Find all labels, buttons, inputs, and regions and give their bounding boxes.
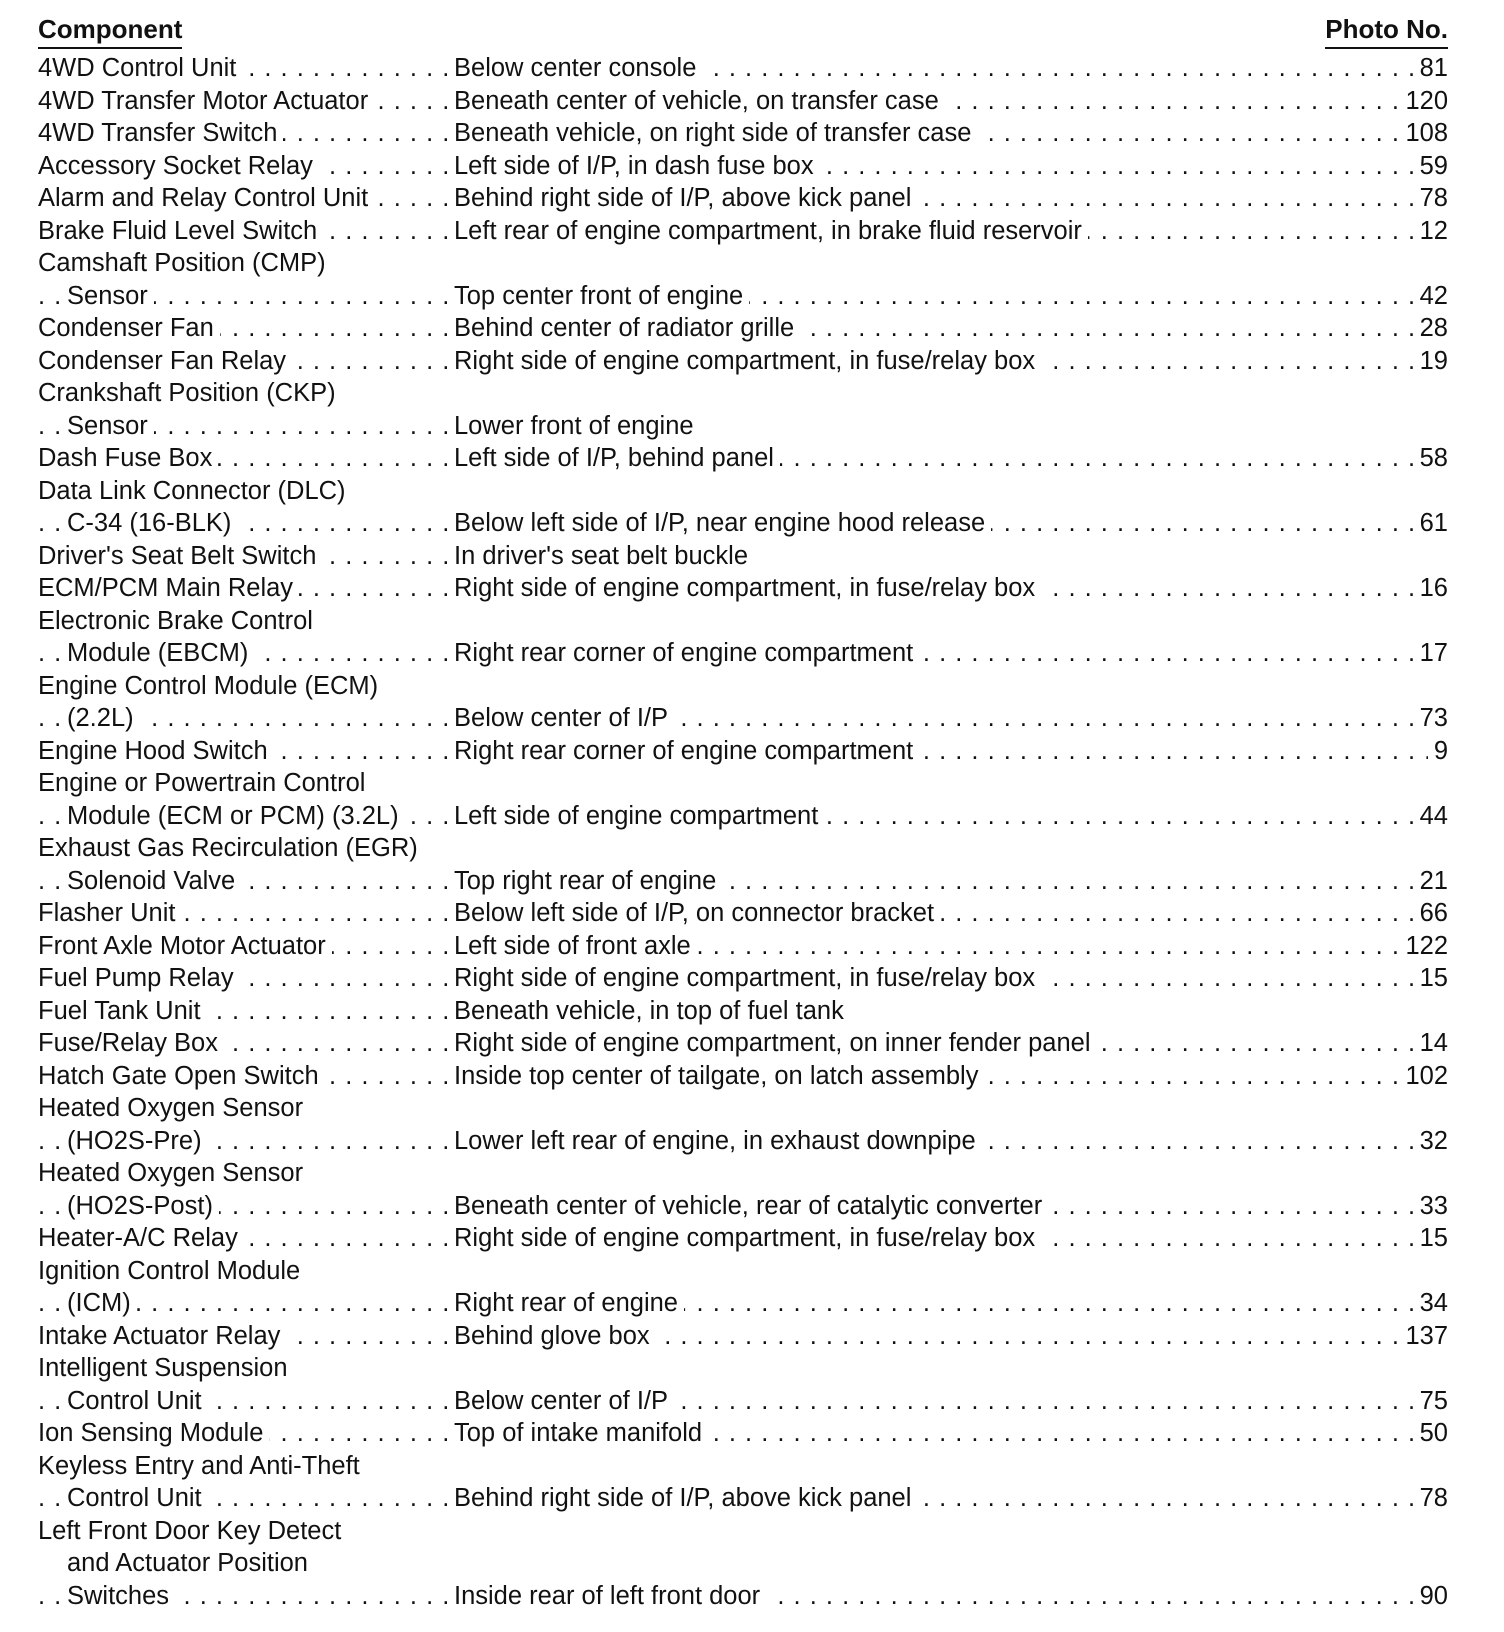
location-text: Inside top center of tailgate, on latch assembly [454, 1062, 984, 1090]
location-cell [454, 637, 1448, 670]
table-row [38, 150, 1448, 183]
component-name-cell [38, 52, 450, 85]
table-row [38, 1450, 1448, 1483]
location-cell [454, 52, 1448, 85]
location-text: Left rear of engine compartment, in brake fluid reservoir [454, 217, 1088, 245]
table-row [38, 182, 1448, 215]
table-row [38, 280, 1448, 313]
location-cell [454, 150, 1448, 183]
table-row [38, 442, 1448, 475]
component-name: 4WD Control Unit [38, 54, 242, 82]
location-cell [454, 117, 1448, 150]
component-name-cell [38, 800, 450, 833]
component-name: Heated Oxygen Sensor [38, 1094, 309, 1122]
location-text: Right side of engine compartment, in fuse/relay box [454, 1224, 1041, 1252]
table-row [38, 1352, 1448, 1385]
photo-number-column-header: Photo No. [1325, 14, 1448, 49]
component-name: Engine or Powertrain Control [38, 769, 371, 797]
component-name: Fuse/Relay Box [38, 1029, 224, 1057]
component-name-cell [38, 475, 450, 508]
component-name-cell [38, 637, 450, 670]
table-row [38, 1482, 1448, 1515]
photo-number: 28 [1414, 312, 1448, 345]
location-cell [454, 800, 1448, 833]
component-name-cell [38, 85, 450, 118]
component-name-cell [38, 735, 450, 768]
location-cell [454, 442, 1448, 475]
component-name-cell [38, 1580, 450, 1613]
table-row [38, 52, 1448, 85]
photo-number: 42 [1414, 280, 1448, 313]
photo-number: 90 [1414, 1580, 1448, 1613]
photo-number: 78 [1414, 182, 1448, 215]
component-name-cell [38, 182, 450, 215]
location-text: Top center front of engine [454, 282, 749, 310]
location-text: Lower left rear of engine, in exhaust downpipe [454, 1127, 982, 1155]
table-row [38, 767, 1448, 800]
photo-number: 21 [1414, 865, 1448, 898]
table-row [38, 215, 1448, 248]
location-text: Right side of engine compartment, on inner fender panel [454, 1029, 1096, 1057]
component-name-cell [38, 1255, 450, 1288]
location-text: Below left side of I/P, on connector bracket [454, 899, 940, 927]
photo-number: 78 [1414, 1482, 1448, 1515]
table-row [38, 572, 1448, 605]
table-row [38, 1060, 1448, 1093]
location-text: Below left side of I/P, near engine hood release [454, 509, 991, 537]
component-name-cell [38, 150, 450, 183]
photo-number: 58 [1414, 442, 1448, 475]
table-row [38, 1515, 1448, 1548]
component-name-cell [38, 605, 450, 638]
location-text: Right side of engine compartment, in fuse/relay box [454, 964, 1041, 992]
photo-number: 122 [1399, 930, 1448, 963]
photo-number: 59 [1414, 150, 1448, 183]
photo-number: 81 [1414, 52, 1448, 85]
component-name-cell [38, 1320, 450, 1353]
component-name: Ion Sensing Module [38, 1419, 269, 1447]
location-text: Beneath center of vehicle, on transfer case [454, 87, 945, 115]
component-column-header: Component [38, 14, 182, 49]
component-name: Dash Fuse Box [38, 444, 218, 472]
location-text: Beneath vehicle, on right side of transfer case [454, 119, 977, 147]
component-name-cell [38, 1125, 450, 1158]
location-text: Below center console [454, 54, 702, 82]
table-row [38, 865, 1448, 898]
photo-number: 14 [1414, 1027, 1448, 1060]
location-cell [454, 962, 1448, 995]
component-name-cell [38, 897, 450, 930]
component-name-cell [38, 1547, 450, 1580]
component-name: Accessory Socket Relay [38, 152, 319, 180]
location-cell [454, 280, 1448, 313]
component-name-cell [38, 995, 450, 1028]
photo-number: 102 [1399, 1060, 1448, 1093]
component-name: Solenoid Valve [67, 867, 241, 895]
component-name: 4WD Transfer Motor Actuator [38, 87, 374, 115]
component-name: Data Link Connector (DLC) [38, 477, 352, 505]
photo-number: 120 [1399, 85, 1448, 118]
component-name: Control Unit [67, 1484, 208, 1512]
component-name-cell [38, 280, 450, 313]
component-name: ECM/PCM Main Relay [38, 574, 299, 602]
photo-number: 50 [1414, 1417, 1448, 1450]
component-name-cell [38, 572, 450, 605]
component-name-cell [38, 1222, 450, 1255]
table-row [38, 605, 1448, 638]
location-cell [454, 345, 1448, 378]
table-row [38, 1157, 1448, 1190]
table-row [38, 312, 1448, 345]
location-cell [454, 1580, 1448, 1613]
location-cell [454, 215, 1448, 248]
location-text: In driver's seat belt buckle [454, 542, 754, 570]
location-text: Behind right side of I/P, above kick panel [454, 1484, 917, 1512]
table-row [38, 377, 1448, 410]
location-cell [454, 702, 1448, 735]
location-text: Left side of engine compartment [454, 802, 824, 830]
table-row [38, 637, 1448, 670]
photo-number: 34 [1414, 1287, 1448, 1320]
location-cell [454, 865, 1448, 898]
table-row [38, 702, 1448, 735]
component-name-cell [38, 1060, 450, 1093]
component-name-cell [38, 670, 450, 703]
component-name-cell [38, 1092, 450, 1125]
photo-number: 19 [1414, 345, 1448, 378]
location-text: Below center of I/P [454, 1387, 674, 1415]
component-name-cell [38, 312, 450, 345]
component-name-cell [38, 345, 450, 378]
component-name: Condenser Fan Relay [38, 347, 292, 375]
location-text: Top of intake manifold [454, 1419, 708, 1447]
component-name: (2.2L) [67, 704, 140, 732]
table-row [38, 345, 1448, 378]
location-cell [454, 1482, 1448, 1515]
photo-number: 15 [1414, 962, 1448, 995]
location-cell [454, 312, 1448, 345]
component-name: Driver's Seat Belt Switch [38, 542, 322, 570]
table-row [38, 1027, 1448, 1060]
component-name: Fuel Tank Unit [38, 997, 207, 1025]
table-row [38, 507, 1448, 540]
photo-number: 17 [1414, 637, 1448, 670]
photo-number: 66 [1414, 897, 1448, 930]
component-name: Left Front Door Key Detect [38, 1517, 347, 1545]
location-text: Left side of I/P, in dash fuse box [454, 152, 820, 180]
table-row [38, 1287, 1448, 1320]
table-row [38, 1255, 1448, 1288]
component-table [38, 52, 1448, 1612]
location-cell [454, 1222, 1448, 1255]
location-text: Right rear corner of engine compartment [454, 639, 919, 667]
component-name: Alarm and Relay Control Unit [38, 184, 374, 212]
component-name: Module (EBCM) [67, 639, 254, 667]
component-name-cell [38, 832, 450, 865]
table-row [38, 1385, 1448, 1418]
location-cell [454, 572, 1448, 605]
photo-number: 12 [1414, 215, 1448, 248]
component-name: Keyless Entry and Anti-Theft [38, 1452, 366, 1480]
photo-number: 33 [1414, 1190, 1448, 1223]
component-name: Ignition Control Module [38, 1257, 306, 1285]
location-text: Behind right side of I/P, above kick panel [454, 184, 917, 212]
table-row [38, 735, 1448, 768]
component-name-cell [38, 1190, 450, 1223]
table-row [38, 85, 1448, 118]
location-text: Inside rear of left front door [454, 1582, 766, 1610]
location-cell [454, 1190, 1448, 1223]
component-name: (HO2S-Post) [67, 1192, 219, 1220]
table-row [38, 1190, 1448, 1223]
location-text: Left side of front axle [454, 932, 697, 960]
location-text: Left side of I/P, behind panel [454, 444, 780, 472]
table-row [38, 247, 1448, 280]
component-name: Control Unit [67, 1387, 208, 1415]
table-row [38, 670, 1448, 703]
table-header [38, 14, 1448, 48]
component-name-cell [38, 442, 450, 475]
component-name: Electronic Brake Control [38, 607, 319, 635]
location-cell [454, 1027, 1448, 1060]
component-name-cell [38, 1287, 450, 1320]
table-row [38, 995, 1448, 1028]
component-name: Sensor [67, 282, 154, 310]
location-cell [454, 1320, 1448, 1353]
photo-number: 44 [1414, 800, 1448, 833]
component-name: Engine Hood Switch [38, 737, 274, 765]
component-name: Fuel Pump Relay [38, 964, 240, 992]
location-text: Behind glove box [454, 1322, 656, 1350]
location-cell [454, 1287, 1448, 1320]
component-name: Camshaft Position (CMP) [38, 249, 332, 277]
component-name: 4WD Transfer Switch [38, 119, 283, 147]
table-row [38, 410, 1448, 443]
component-name: Switches [67, 1582, 175, 1610]
location-cell [454, 995, 1448, 1028]
component-name-cell [38, 247, 450, 280]
table-row [38, 1092, 1448, 1125]
component-name: Brake Fluid Level Switch [38, 217, 323, 245]
location-cell [454, 182, 1448, 215]
location-cell [454, 85, 1448, 118]
component-name-cell [38, 215, 450, 248]
component-name-cell [38, 767, 450, 800]
component-name-cell [38, 410, 450, 443]
location-text: Behind center of radiator grille [454, 314, 800, 342]
location-cell [454, 1060, 1448, 1093]
component-name: Heated Oxygen Sensor [38, 1159, 309, 1187]
photo-number: 32 [1414, 1125, 1448, 1158]
component-name: Intake Actuator Relay [38, 1322, 286, 1350]
location-text: Below center of I/P [454, 704, 674, 732]
component-name: and Actuator Position [67, 1549, 314, 1577]
table-row [38, 1125, 1448, 1158]
table-row [38, 897, 1448, 930]
location-text: Beneath center of vehicle, rear of catalytic converter [454, 1192, 1048, 1220]
table-row [38, 1222, 1448, 1255]
photo-number: 108 [1399, 117, 1448, 150]
component-name: Hatch Gate Open Switch [38, 1062, 325, 1090]
component-name: Engine Control Module (ECM) [38, 672, 384, 700]
location-text: Right rear of engine [454, 1289, 684, 1317]
location-cell [454, 507, 1448, 540]
component-name-cell [38, 1385, 450, 1418]
component-name: Flasher Unit [38, 899, 181, 927]
location-cell [454, 897, 1448, 930]
component-name-cell [38, 930, 450, 963]
table-row [38, 962, 1448, 995]
table-row [38, 475, 1448, 508]
component-name-cell [38, 1515, 450, 1548]
table-row [38, 117, 1448, 150]
table-row [38, 1417, 1448, 1450]
location-cell [454, 1417, 1448, 1450]
component-name: Module (ECM or PCM) (3.2L) [67, 802, 405, 830]
table-row [38, 1580, 1448, 1613]
component-name-cell [38, 540, 450, 573]
photo-number: 75 [1414, 1385, 1448, 1418]
component-name-cell [38, 1157, 450, 1190]
location-text: Right rear corner of engine compartment [454, 737, 919, 765]
table-row [38, 930, 1448, 963]
component-name: Sensor [67, 412, 154, 440]
component-name-cell [38, 1482, 450, 1515]
location-text: Right side of engine compartment, in fuse/relay box [454, 574, 1041, 602]
photo-number: 137 [1399, 1320, 1448, 1353]
table-row [38, 1320, 1448, 1353]
component-name: Crankshaft Position (CKP) [38, 379, 342, 407]
component-name-cell [38, 1417, 450, 1450]
component-name-cell [38, 1027, 450, 1060]
component-name-cell [38, 702, 450, 735]
component-name-cell [38, 962, 450, 995]
component-name: Intelligent Suspension [38, 1354, 294, 1382]
location-cell [454, 1385, 1448, 1418]
photo-number: 61 [1414, 507, 1448, 540]
component-name-cell [38, 507, 450, 540]
photo-number: 15 [1414, 1222, 1448, 1255]
table-row [38, 800, 1448, 833]
location-text: Top right rear of engine [454, 867, 722, 895]
component-name: (HO2S-Pre) [67, 1127, 208, 1155]
table-row [38, 832, 1448, 865]
component-name: C-34 (16-BLK) [67, 509, 237, 537]
location-text: Beneath vehicle, in top of fuel tank [454, 997, 850, 1025]
component-name: Exhaust Gas Recirculation (EGR) [38, 834, 424, 862]
component-name: Heater-A/C Relay [38, 1224, 244, 1252]
location-cell [454, 410, 1448, 443]
component-name: Front Axle Motor Actuator [38, 932, 332, 960]
component-name: (ICM) [67, 1289, 137, 1317]
component-name-cell [38, 1450, 450, 1483]
component-name-cell [38, 1352, 450, 1385]
component-name-cell [38, 865, 450, 898]
location-cell [454, 540, 1448, 573]
photo-number: 16 [1414, 572, 1448, 605]
location-text: Right side of engine compartment, in fuse/relay box [454, 347, 1041, 375]
component-name: Condenser Fan [38, 314, 220, 342]
photo-number: 9 [1428, 735, 1448, 768]
location-cell [454, 1125, 1448, 1158]
photo-number: 73 [1414, 702, 1448, 735]
location-cell [454, 930, 1448, 963]
table-row [38, 1547, 1448, 1580]
location-cell [454, 735, 1448, 768]
location-text: Lower front of engine [454, 412, 700, 440]
table-row [38, 540, 1448, 573]
component-name-cell [38, 377, 450, 410]
component-name-cell [38, 117, 450, 150]
